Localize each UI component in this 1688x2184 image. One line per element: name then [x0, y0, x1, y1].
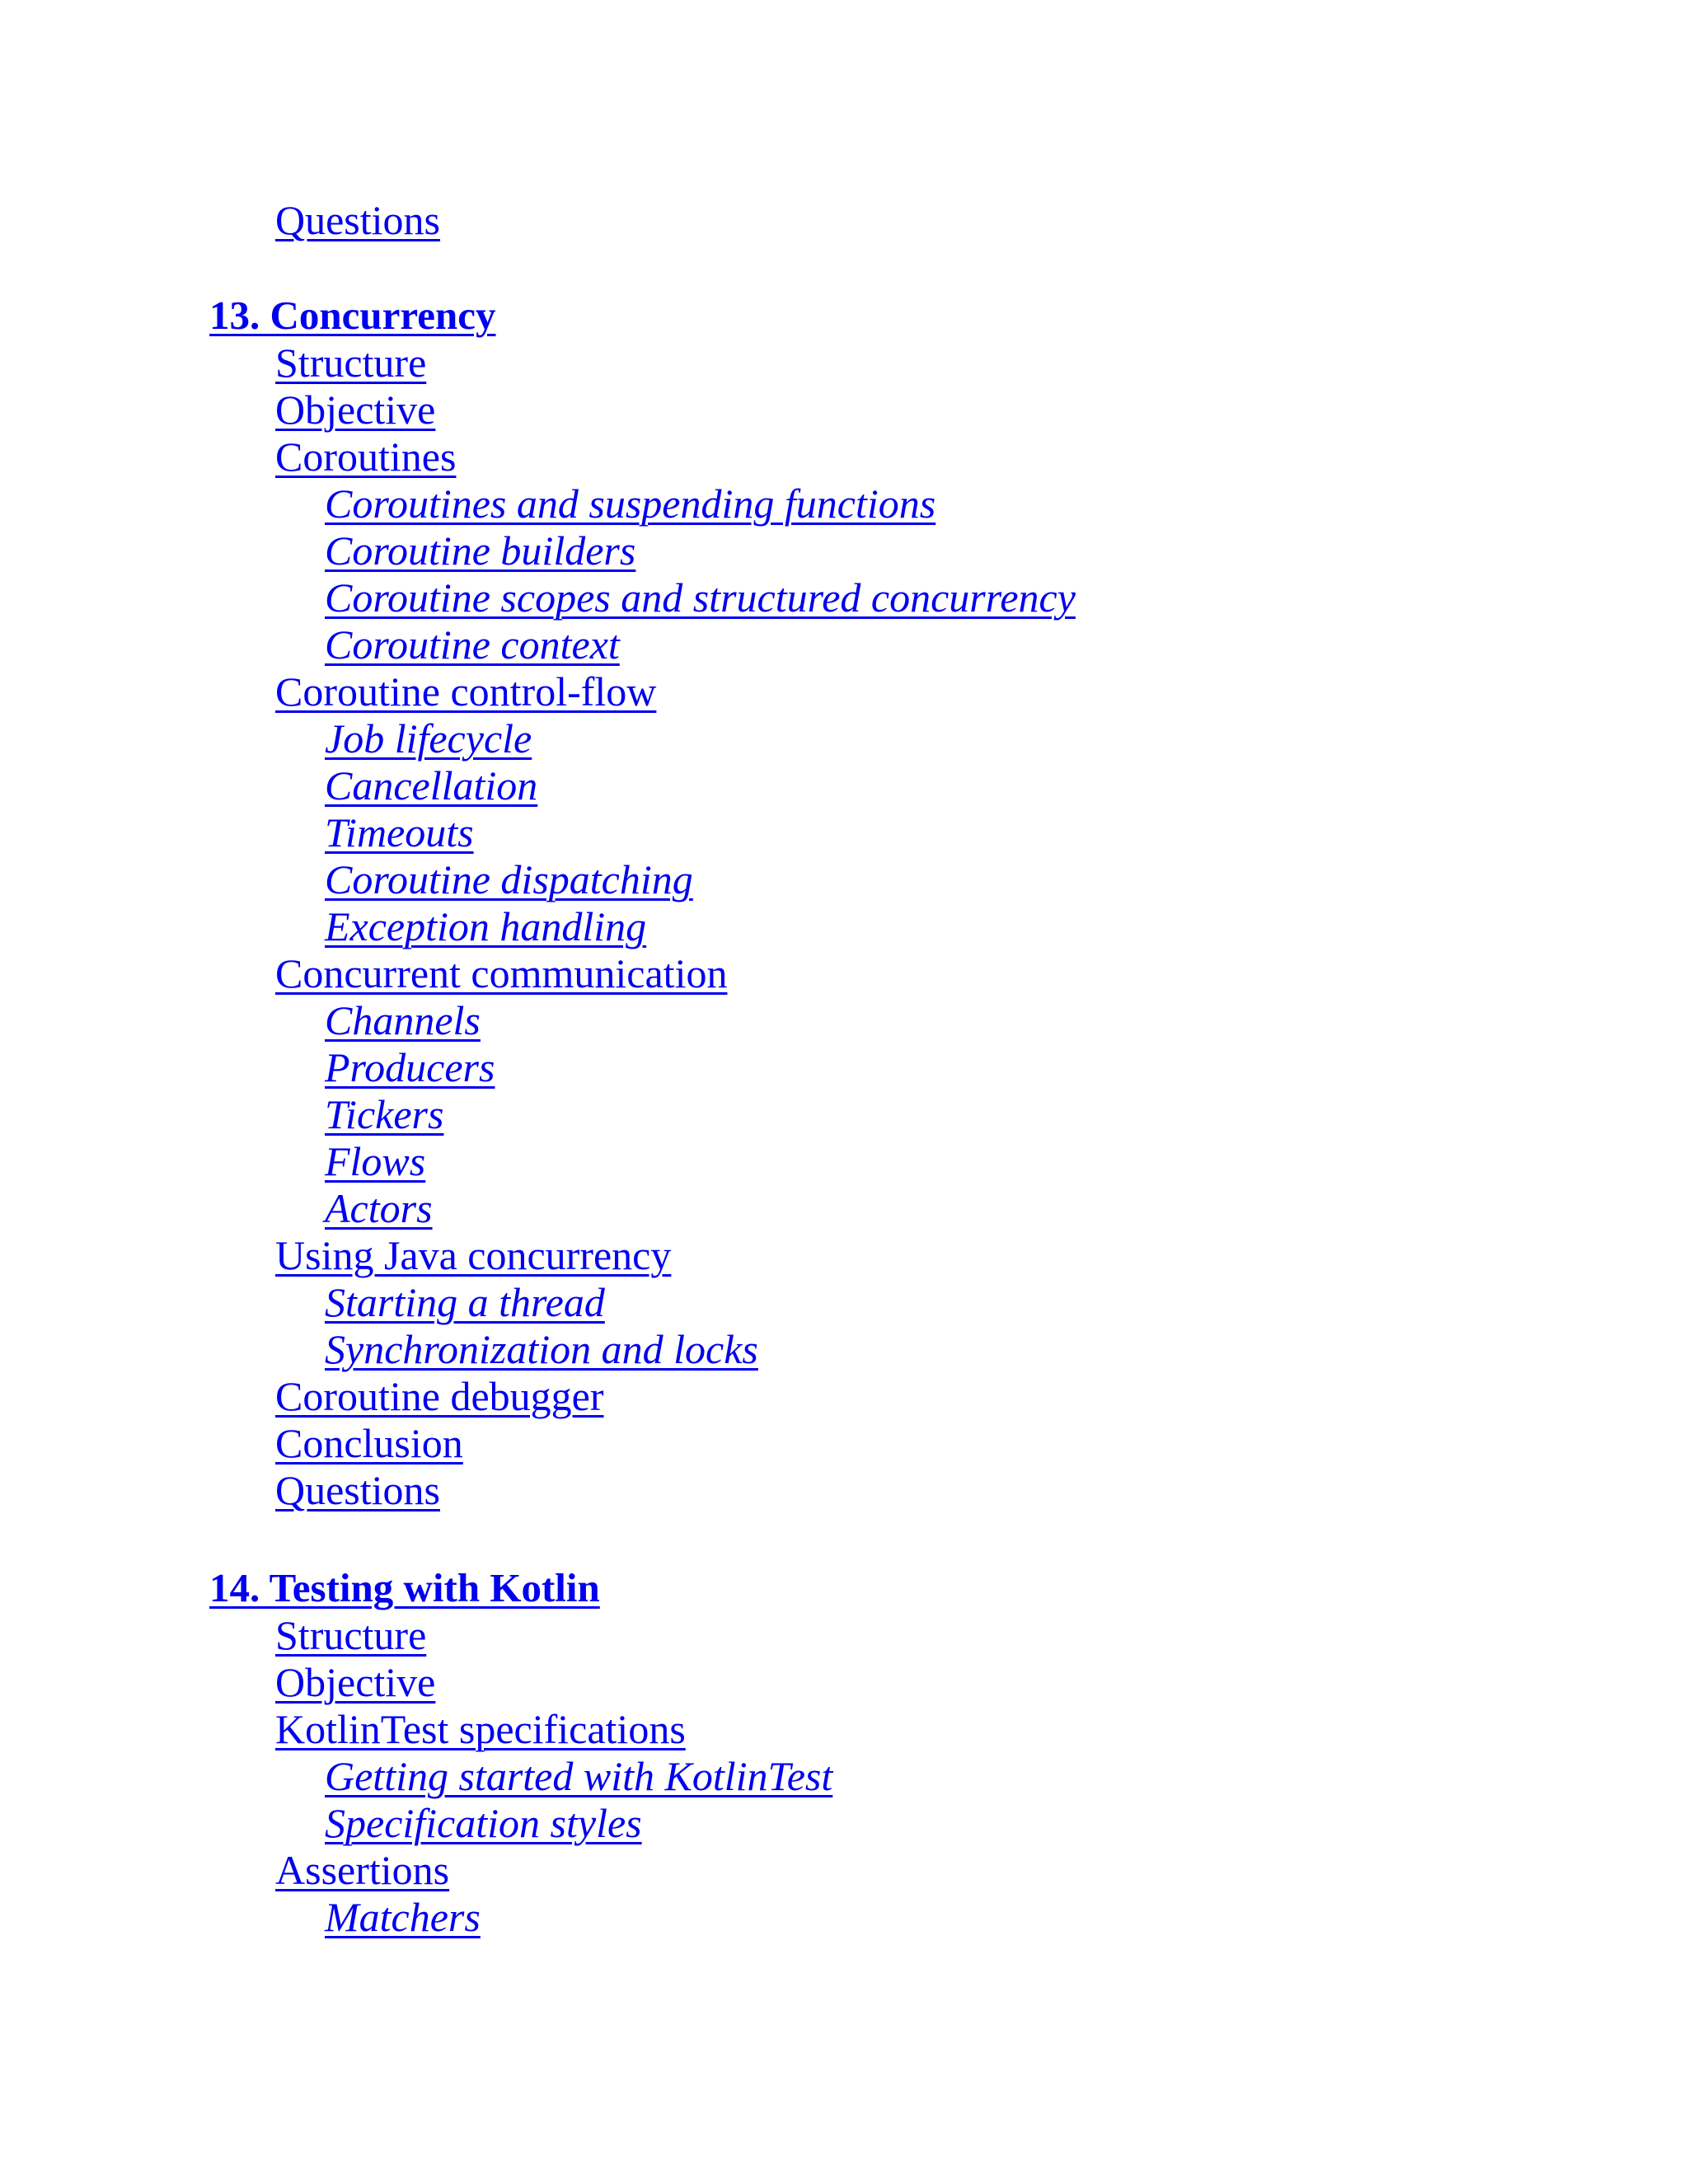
- toc-link-questions[interactable]: Questions: [275, 197, 440, 243]
- toc-link-cancellation[interactable]: Cancellation: [325, 762, 538, 808]
- toc-link-coroutine-context[interactable]: Coroutine context: [325, 621, 620, 668]
- toc-link-coroutine-builders[interactable]: Coroutine builders: [325, 527, 636, 574]
- toc-link-concurrent-communication[interactable]: Concurrent communication: [275, 950, 728, 996]
- toc-link-kotlintest-specifications[interactable]: KotlinTest specifications: [275, 1706, 686, 1752]
- toc-link-coroutine-debugger[interactable]: Coroutine debugger: [275, 1373, 604, 1419]
- toc-link-matchers[interactable]: Matchers: [325, 1894, 481, 1940]
- toc-link-tickers[interactable]: Tickers: [325, 1091, 444, 1137]
- toc-link-channels[interactable]: Channels: [325, 997, 481, 1043]
- toc-link-objective[interactable]: Objective: [275, 1659, 436, 1705]
- toc-link-coroutines-and-suspending-functions[interactable]: Coroutines and suspending functions: [325, 480, 936, 527]
- toc-link-using-java-concurrency[interactable]: Using Java concurrency: [275, 1232, 672, 1278]
- toc-link-exception-handling[interactable]: Exception handling: [325, 903, 647, 949]
- toc-link-starting-a-thread[interactable]: Starting a thread: [325, 1279, 605, 1325]
- toc-link-flows[interactable]: Flows: [325, 1138, 426, 1184]
- toc-link-objective[interactable]: Objective: [275, 387, 436, 433]
- toc-link-coroutine-scopes-and-structured-concurrency[interactable]: Coroutine scopes and structured concurrency: [325, 574, 1076, 621]
- toc-link-14-testing-with-kotlin[interactable]: 14. Testing with Kotlin: [209, 1565, 600, 1610]
- toc-link-synchronization-and-locks[interactable]: Synchronization and locks: [325, 1326, 758, 1372]
- toc-link-structure[interactable]: Structure: [275, 1612, 427, 1658]
- toc-link-assertions[interactable]: Assertions: [275, 1847, 450, 1893]
- toc-link-coroutine-control-flow[interactable]: Coroutine control-flow: [275, 668, 657, 715]
- toc-link-job-lifecycle[interactable]: Job lifecycle: [325, 715, 532, 762]
- toc-link-specification-styles[interactable]: Specification styles: [325, 1800, 642, 1846]
- toc-link-getting-started-with-kotlintest[interactable]: Getting started with KotlinTest: [325, 1753, 833, 1799]
- toc-link-13-concurrency[interactable]: 13. Concurrency: [209, 293, 496, 338]
- toc-link-questions[interactable]: Questions: [275, 1467, 440, 1513]
- toc-link-structure[interactable]: Structure: [275, 340, 427, 386]
- toc-link-coroutines[interactable]: Coroutines: [275, 434, 457, 480]
- toc-link-actors[interactable]: Actors: [325, 1185, 433, 1231]
- toc-link-conclusion[interactable]: Conclusion: [275, 1420, 463, 1466]
- toc-link-timeouts[interactable]: Timeouts: [325, 809, 474, 855]
- toc-link-coroutine-dispatching[interactable]: Coroutine dispatching: [325, 856, 693, 902]
- toc-link-producers[interactable]: Producers: [325, 1044, 495, 1090]
